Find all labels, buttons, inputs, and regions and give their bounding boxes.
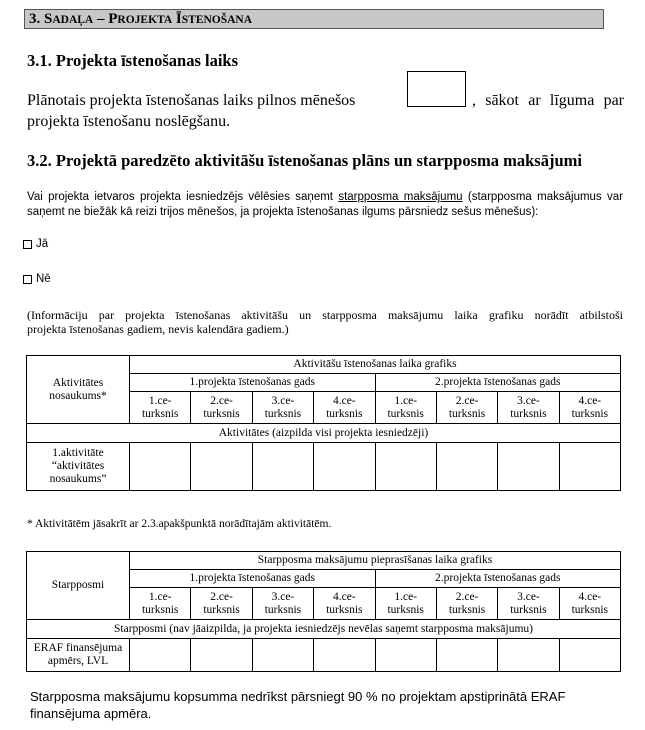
interim-header: Starpposmi bbox=[27, 552, 130, 620]
schedule-title: Aktivitāšu īstenošanas laika grafiks bbox=[130, 356, 621, 374]
checkbox-yes[interactable] bbox=[23, 240, 32, 249]
schedule-cell[interactable] bbox=[559, 443, 620, 491]
payment-cell[interactable] bbox=[375, 639, 436, 672]
interim-payment-link: starpposma maksājumu bbox=[338, 191, 463, 203]
schedule-cell[interactable] bbox=[314, 443, 375, 491]
payment-cell[interactable] bbox=[498, 639, 559, 672]
activities-schedule-table bbox=[26, 355, 621, 491]
activity-row-label: 1.aktivitāte “aktivitātes nosaukums” bbox=[27, 443, 130, 491]
option-no[interactable] bbox=[23, 273, 51, 285]
payment-cell[interactable] bbox=[130, 639, 191, 672]
year2-header: 2.projekta īstenošanas gads bbox=[375, 374, 621, 392]
quarter-header: 3.ce- turksnis bbox=[252, 588, 313, 620]
months-input-box[interactable] bbox=[407, 71, 466, 107]
quarter-header: 1.ce- turksnis bbox=[130, 392, 191, 424]
payment-cell[interactable] bbox=[191, 639, 252, 672]
quarter-header: 1.ce- turksnis bbox=[375, 392, 436, 424]
info-note-line2: projekta īstenošanas gadiem, nevis kalendāra gadiem.) bbox=[27, 322, 289, 336]
schedule-cell[interactable] bbox=[436, 443, 497, 491]
option-no-label: Nē bbox=[36, 273, 51, 285]
section-header: 3. SADAĻA – PROJEKTA ĪSTENOŠANA bbox=[24, 9, 604, 29]
duration-text-line1: Plānotais projekta īstenošanas laiks pilnos mēnešos bbox=[27, 92, 356, 109]
schedule-cell[interactable] bbox=[252, 443, 313, 491]
quarter-header: 3.ce- turksnis bbox=[498, 392, 559, 424]
quarter-header: 3.ce- turksnis bbox=[498, 588, 559, 620]
payment-cell[interactable] bbox=[252, 639, 313, 672]
quarter-header: 2.ce- turksnis bbox=[436, 392, 497, 424]
quarter-header: 2.ce- turksnis bbox=[191, 588, 252, 620]
year1-header: 1.projekta īstenošanas gads bbox=[130, 374, 376, 392]
quarter-header: 4.ce- turksnis bbox=[314, 588, 375, 620]
year1-header: 1.projekta īstenošanas gads bbox=[130, 570, 376, 588]
interim-subheader: Starpposmi (nav jāaizpilda, ja projekta iesniedzējs nevēlas saņemt starpposma maksājumu) bbox=[27, 620, 621, 639]
duration-text-line2: projekta īstenošanu noslēgšanu. bbox=[27, 113, 231, 130]
heading-3-2: 3.2. Projektā paredzēto aktivitāšu īstenošanas plāns un starpposma maksājumi bbox=[27, 151, 582, 170]
eraf-row-label: ERAF finansējuma apmērs, LVL bbox=[27, 639, 130, 672]
option-yes-label: Jā bbox=[36, 238, 49, 250]
question-line1: Vai projekta ietvaros projekta iesniedzējs vēlēsies saņemt starpposma maksājumu (starpposma maksājumus var bbox=[27, 191, 623, 203]
option-yes[interactable] bbox=[23, 238, 48, 250]
quarter-header: 4.ce- turksnis bbox=[559, 392, 620, 424]
question-line2: saņemt ne biežāk kā reizi trijos mēnešos, ja projekta īstenošanas ilgums pārsniedz sešus mēnešus): bbox=[27, 206, 539, 218]
footnote: * Aktivitātēm jāsakrīt ar 2.3.apakšpunktā norādītajām aktivitātēm. bbox=[27, 518, 332, 530]
schedule-cell[interactable] bbox=[375, 443, 436, 491]
interim-payments-table bbox=[26, 551, 621, 672]
duration-text-cont: , sākot ar līguma par bbox=[472, 92, 624, 109]
year2-header: 2.projekta īstenošanas gads bbox=[375, 570, 621, 588]
payment-cell[interactable] bbox=[559, 639, 620, 672]
quarter-header: 2.ce- turksnis bbox=[436, 588, 497, 620]
checkbox-no[interactable] bbox=[23, 275, 32, 284]
activities-subheader: Aktivitātes (aizpilda visi projekta iesniedzēji) bbox=[27, 424, 621, 443]
quarter-header: 1.ce- turksnis bbox=[130, 588, 191, 620]
schedule-cell[interactable] bbox=[191, 443, 252, 491]
payment-schedule-title: Starpposma maksājumu pieprasīšanas laika grafiks bbox=[130, 552, 621, 570]
payment-cell[interactable] bbox=[314, 639, 375, 672]
schedule-cell[interactable] bbox=[498, 443, 559, 491]
quarter-header: 2.ce- turksnis bbox=[191, 392, 252, 424]
payment-cell[interactable] bbox=[436, 639, 497, 672]
schedule-cell[interactable] bbox=[130, 443, 191, 491]
heading-3-1: 3.1. Projekta īstenošanas laiks bbox=[27, 51, 239, 70]
activity-name-header: Aktivitātes nosaukums* bbox=[27, 356, 130, 424]
quarter-header: 4.ce- turksnis bbox=[559, 588, 620, 620]
quarter-header: 1.ce- turksnis bbox=[375, 588, 436, 620]
info-note-line1: (Informāciju par projekta īstenošanas aktivitāšu un starpposma maksājumu laika grafiku norādīt atbilstoši bbox=[27, 308, 623, 322]
quarter-header: 3.ce- turksnis bbox=[252, 392, 313, 424]
closing-note: Starpposma maksājumu kopsumma nedrīkst pārsniegt 90 % no projektam apstiprinātā ERAF finansējuma apmēra. bbox=[30, 689, 566, 721]
quarter-header: 4.ce- turksnis bbox=[314, 392, 375, 424]
